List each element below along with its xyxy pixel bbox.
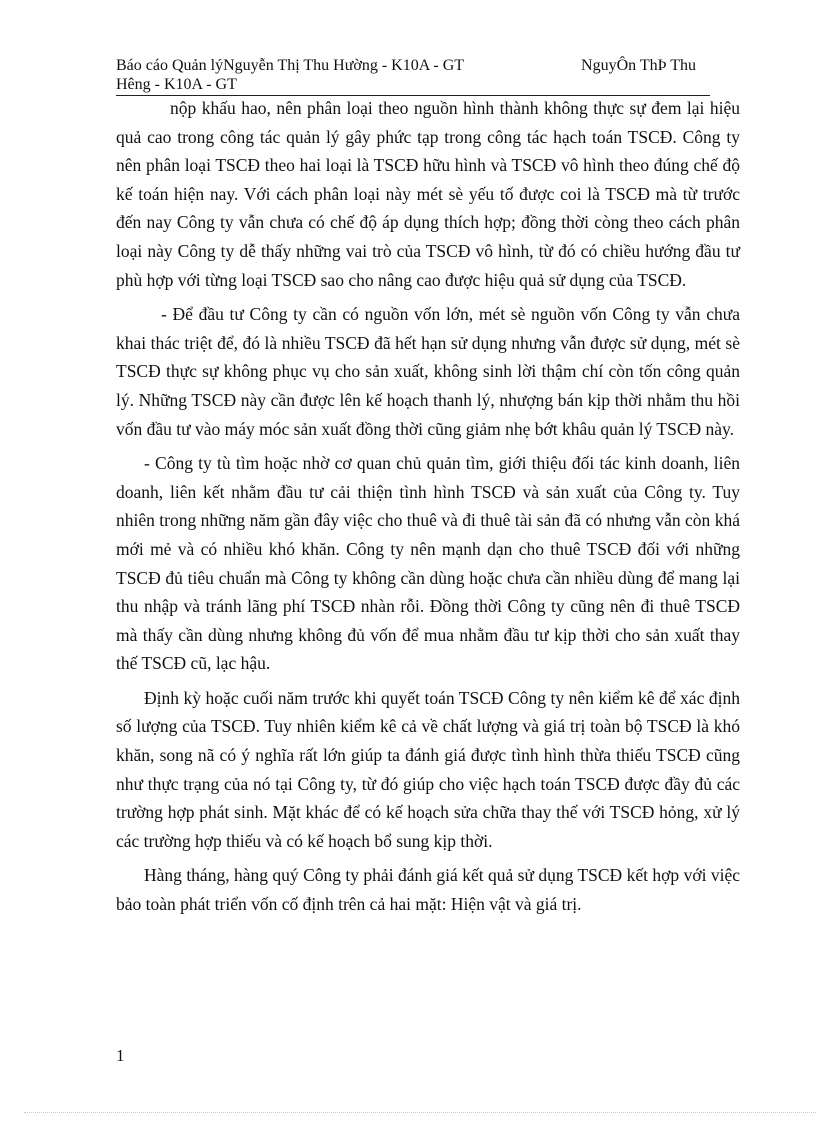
page-bottom-divider — [24, 1112, 816, 1113]
document-body — [116, 94, 740, 919]
paragraph: nộp khấu hao, nên phân loại theo nguồn hình thành không thực sự đem lại hiệu quả cao trong công tác quản lý gây phức tạp trong công tác hạch toán TSCĐ. Công ty nên phân loại TSCĐ theo hai loại là TSCĐ hữu hình và TSCĐ vô hình theo đúng chế độ kế toán hiện nay. Với cách phân loại này mét sè yếu tố được coi là TSCĐ mà từ trước đến nay Công ty vẫn chưa có chế độ áp dụng thích hợp; đồng thời còng theo cách phân loại này Công ty dễ thấy những vai trò của TSCĐ vô hình, từ đó có chiều hướng đầu tư phù hợp với từng loại TSCĐ sao cho nâng cao được hiệu quả sử dụng của TSCĐ. — [116, 98, 740, 290]
paragraph: Hàng tháng, hàng quý Công ty phải đánh giá kết quả sử dụng TSCĐ kết hợp với việc bảo toàn phát triển vốn cố định trên cả hai mặt: Hiện vật và giá trị. — [116, 865, 740, 915]
header-second-line: Hêng - K10A - GT — [116, 76, 237, 93]
paragraph: - Công ty tù tìm hoặc nhờ cơ quan chủ quản tìm, giới thiệu đối tác kinh doanh, liên doanh, liên kết nhằm đầu tư cải thiện tình hình TSCĐ và sản xuất của Công ty. Tuy nhiên trong những năm gần đây việc cho thuê và đi thuê tài sản đã có nhưng vẫn còn khá mới mẻ và có nhiều khó khăn. Công ty nên mạnh dạn cho thuê TSCĐ đối với những TSCĐ đủ tiêu chuẩn mà Công ty không cần dùng hoặc chưa cần nhiều dùng để mang lại thu nhập và tránh lãng phí TSCĐ nhàn rỗi. Đồng thời Công ty cũng nên đi thuê TSCĐ mà thấy cần dùng nhưng không đủ vốn để mua nhằm đầu tư kịp thời cho sản xuất thay thế TSCĐ cũ, lạc hậu. — [116, 453, 740, 674]
header-left-text: Báo cáo Quản lýNguyễn Thị Thu Hường - K10A - GT — [116, 57, 465, 74]
paragraph: Định kỳ hoặc cuối năm trước khi quyết toán TSCĐ Công ty nên kiểm kê để xác định số lượng của TSCĐ. Tuy nhiên kiểm kê cả về chất lượng và giá trị toàn bộ TSCĐ là khó khăn, song nã có ý nghĩa rất lớn giúp ta đánh giá được tình hình thừa thiếu TSCĐ cũng như thực trạng của nó tại Công ty, từ đó giúp cho việc hạch toán TSCĐ được đầy đủ các trường hợp phát sinh. Mặt khác để có kế hoạch sửa chữa thay thế với TSCĐ hỏng, xử lý các trường hợp thiếu và có kế hoạch bổ sung kịp thời. — [116, 687, 740, 851]
header-right-text: NguyÔn ThÞ Thu — [581, 57, 696, 74]
page-header — [116, 56, 710, 96]
header-row — [116, 56, 710, 75]
page-number: 1 — [116, 1046, 125, 1065]
paragraph: - Để đầu tư Công ty cần có nguồn vốn lớn, mét sè nguồn vốn Công ty vẫn chưa khai thác triệt để, đó là nhiều TSCĐ đã hết hạn sử dụng nhưng vẫn được sử dụng, mét sè TSCĐ thực sự không phục vụ cho sản xuất, không sinh lời thậm chí còn tốn công quản lý. Những TSCĐ này cần được lên kế hoạch thanh lý, nhượng bán kịp thời nhằm thu hồi vốn đầu tư vào máy móc sản xuất đồng thời cũng giảm nhẹ bớt khâu quản lý TSCĐ này. — [116, 304, 740, 439]
